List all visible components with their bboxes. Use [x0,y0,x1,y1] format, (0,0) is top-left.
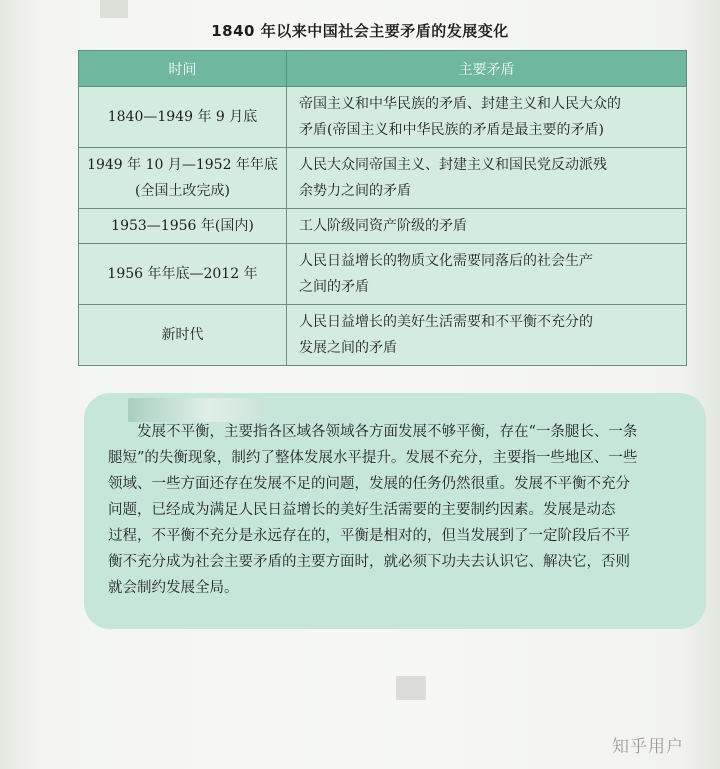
contradiction-cell [287,209,687,244]
contradiction-line: 之间的矛盾 [299,279,369,295]
time-line: 1956 年年底—2012 年 [107,266,258,282]
contradiction-line: 人民日益增长的物质文化需要同落后的社会生产 [299,253,593,269]
table-row [79,87,687,148]
time-line: 1953—1956 年(国内) [111,218,254,234]
contradiction-line: 余势力之间的矛盾 [299,183,411,199]
note-line: 腿短”的失衡现象，制约了整体发展水平提升。发展不充分，主要指一些地区、一些 [108,450,638,466]
note-line: 衡不充分成为社会主要矛盾的主要方面时，就必须下功夫去认识它、解决它，否则 [108,554,630,570]
page-number-block [396,676,426,700]
time-cell [79,305,287,366]
note-line: 问题，已经成为满足人民日益增长的美好生活需要的主要制约因素。发展是动态 [108,502,616,518]
contradiction-line: 工人阶级同资产阶级的矛盾 [299,218,467,234]
table-row [79,244,687,305]
time-line: 1949 年 10 月—1952 年年底 [87,157,278,173]
contradiction-cell [287,305,687,366]
time-cell [79,148,287,209]
contradiction-line: 人民大众同帝国主义、封建主义和国民党反动派残 [299,157,607,173]
bleed-through-mark [100,0,128,18]
table-title: 1840 年以来中国社会主要矛盾的发展变化 [211,22,509,40]
watermark: 知乎用户 [612,737,684,757]
time-cell [79,87,287,148]
note-line: 发展不平衡，主要指各区域各领域各方面发展不够平衡，存在“一条腿长、一条 [108,424,638,440]
note-line: 就会制约发展全局。 [108,580,239,596]
time-cell [79,244,287,305]
contradiction-line: 发展之间的矛盾 [299,340,397,356]
contradiction-cell [287,148,687,209]
contradiction-cell [287,244,687,305]
contradiction-table [78,50,687,366]
time-line: 1840—1949 年 9 月底 [107,109,258,125]
note-line: 领域、一些方面还存在发展不足的问题，发展的任务仍然很重。发展不平衡不充分 [108,476,630,492]
contradiction-line: 矛盾(帝国主义和中华民族的矛盾是最主要的矛盾) [299,122,604,138]
contradiction-cell [287,87,687,148]
note-line: 过程，不平衡不充分是永远存在的，平衡是相对的，但当发展到了一定阶段后不平 [108,528,630,544]
contradiction-line: 帝国主义和中华民族的矛盾、封建主义和人民大众的 [299,96,621,112]
table-row [79,148,687,209]
table-row [79,305,687,366]
note-text [108,419,690,601]
time-line: 新时代 [161,327,204,343]
time-cell [79,209,287,244]
table-row [79,209,687,244]
contradiction-line: 人民日益增长的美好生活需要和不平衡不充分的 [299,314,593,330]
table-header-row [79,51,687,87]
header-contradiction: 主要矛盾 [287,51,687,87]
time-line: (全国土改完成) [135,183,230,199]
header-time: 时间 [79,51,287,87]
